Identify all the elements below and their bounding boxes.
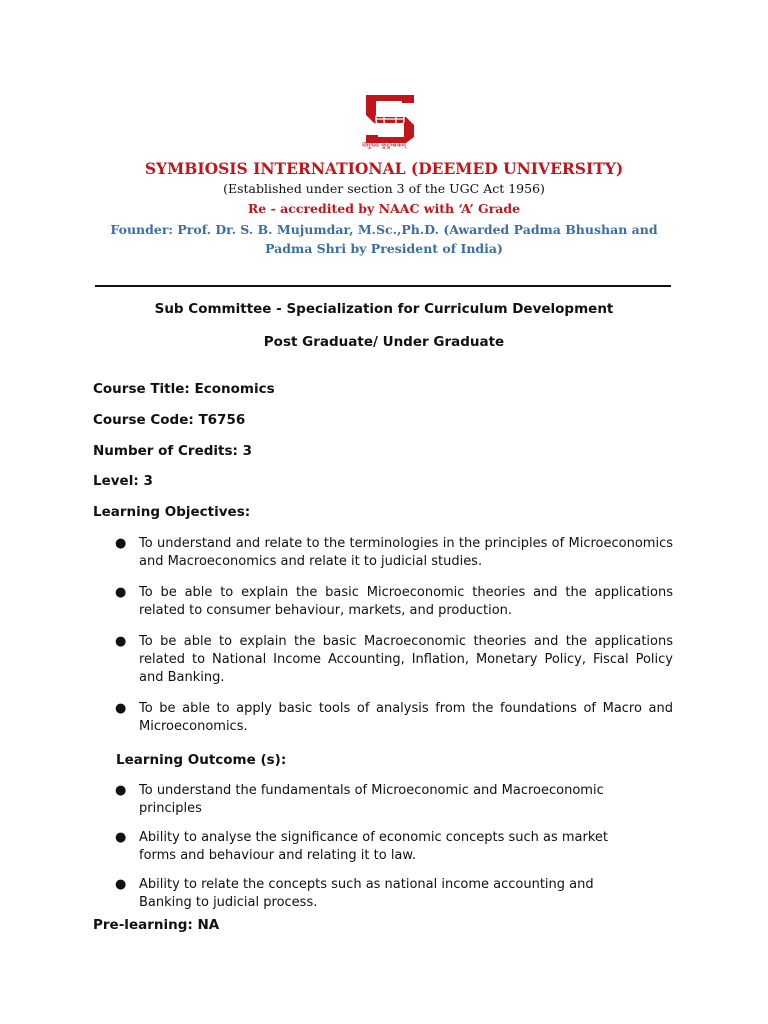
objectives-list (115, 535, 673, 749)
prelearning: Pre-learning: NA (93, 917, 220, 933)
bullet-icon: ● (115, 634, 127, 649)
bullet-icon: ● (115, 783, 127, 798)
bullet-icon: ● (115, 877, 127, 892)
list-item: ● To be able to explain the basic Macroeconomic theories and the applications related to National Income Accounting, Inflation, Monetary Policy, Fiscal Policy and Banking. (115, 634, 673, 685)
list-item: ● To understand and relate to the terminologies in the principles of Microeconomics and Macroeconomics and relate it to judicial studies. (115, 536, 673, 569)
founder-info (0, 220, 768, 258)
program-level: Post Graduate/ Under Graduate (263, 334, 505, 350)
university-name: SYMBIOSIS INTERNATIONAL (DEEMED UNIVERSITY) (144, 159, 624, 178)
course-code: Course Code: T6756 (93, 412, 246, 428)
bullet-icon: ● (115, 701, 127, 716)
founder-line-2: Padma Shri by President of India) (265, 241, 503, 256)
outcomes-heading: Learning Outcome (s): (116, 752, 287, 768)
logo-motto: वसुधैव कुटुम्बकम् (362, 141, 406, 149)
list-item: ● Ability to relate the concepts such as national income accounting and Banking to judicial process. (115, 877, 594, 910)
bullet-icon: ● (115, 536, 127, 551)
level: Level: 3 (93, 473, 153, 489)
list-item: ● To be able to apply basic tools of analysis from the foundations of Macro and Microeconomics. (115, 701, 673, 734)
number-of-credits: Number of Credits: 3 (93, 443, 252, 459)
header-divider (95, 285, 671, 287)
course-title: Course Title: Economics (93, 381, 275, 397)
accreditation-line: Re - accredited by NAAC with ‘A’ Grade (247, 201, 521, 216)
list-item: ● To be able to explain the basic Microeconomic theories and the applications related to consumer behaviour, markets, and production. (115, 585, 673, 618)
bullet-icon: ● (115, 585, 127, 600)
list-item: ● To understand the fundamentals of Microeconomic and Macroeconomic principles (115, 783, 604, 816)
founder-line-1: Founder: Prof. Dr. S. B. Mujumdar, M.Sc.,Ph.D. (Awarded Padma Bhushan and (110, 222, 658, 237)
committee-title: Sub Committee - Specialization for Curriculum Development (154, 301, 614, 317)
bullet-icon: ● (115, 830, 127, 845)
objectives-heading: Learning Objectives: (93, 504, 251, 520)
list-item: ● Ability to analyse the significance of economic concepts such as market forms and behaviour and relating it to law. (115, 830, 609, 863)
established-note: (Established under section 3 of the UGC Act 1956) (223, 181, 545, 196)
outcomes-list (115, 782, 649, 923)
